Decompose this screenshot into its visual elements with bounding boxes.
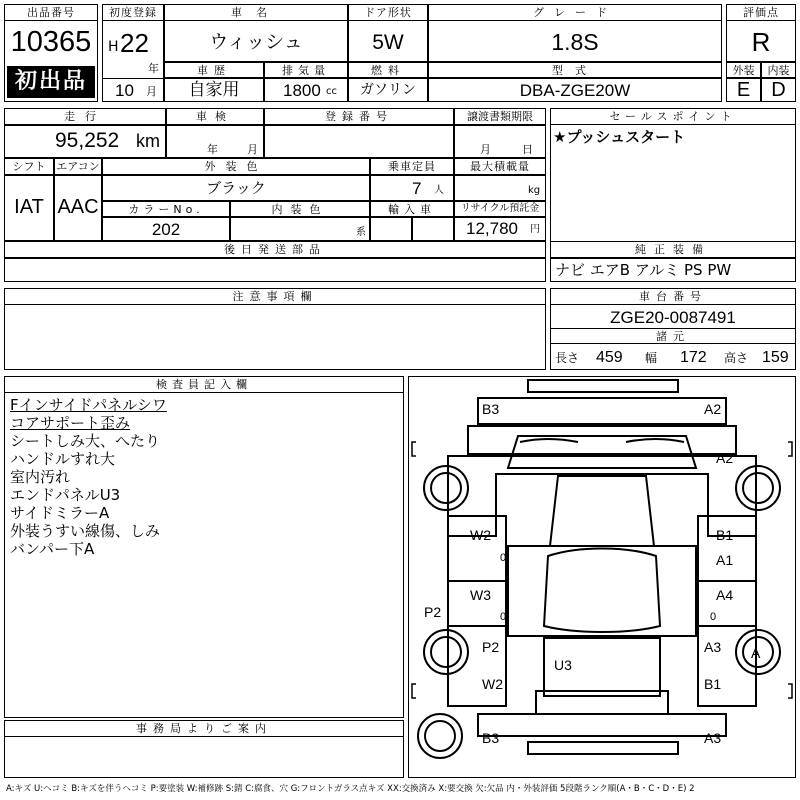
width: 172 [680,349,707,366]
parts-cell [4,258,546,282]
door-label: ドア形状 [348,4,428,21]
grade-label: グレード [428,4,722,21]
length-label: 長さ [555,351,580,365]
first-reg-label: 初度登録 [102,4,164,21]
damage-mark: 0 [710,611,717,623]
first-listing-badge: 初出品 [7,66,95,98]
import-label: 輸入車 [370,201,454,217]
damage-mark: B1 [716,527,734,543]
grade: 1.8S [551,28,599,55]
displacement-label: 排気量 [264,62,348,78]
chassis-number: ZGE20-0087491 [610,307,736,327]
transfer-month-unit: 月 [480,143,491,156]
mileage: 95,252 [55,129,120,152]
year-unit: 年 [148,62,159,75]
caution-label: 注意事項欄 [4,288,546,305]
damage-mark: U3 [554,657,572,673]
damage-mark: W2 [470,527,491,543]
note-line: バンパー下A [10,540,95,558]
damage-mark: B3 [482,401,500,417]
capacity: 7 [412,179,422,198]
capacity-unit: 人 [434,185,444,196]
damage-mark: A3 [704,639,722,655]
max-load-unit: kg [528,185,541,196]
office-label: 事務局よりご案内 [4,720,404,737]
lot-number: 10365 [10,25,92,58]
fuel: ガソリン [360,82,416,98]
history-label: 車歴 [164,62,264,78]
note-line: コアサポート歪み [10,414,131,432]
damage-mark: W2 [482,676,503,692]
reg-number-label: 登録番号 [264,108,454,125]
transfer-label: 譲渡書類期限 [454,108,546,125]
damage-mark: A [751,645,761,661]
height: 159 [762,349,789,366]
sales-point-label: セールスポイント [550,108,796,125]
first-reg-year: 22 [120,28,149,58]
damage-mark: A2 [716,450,734,466]
int-color-unit: 系 [356,227,366,238]
length: 459 [596,349,623,366]
note-line: エンドパネルU3 [10,486,121,504]
displacement-unit: cc [326,86,337,97]
height-label: 高さ [724,351,749,365]
damage-mark: 0 [500,552,507,564]
model: DBA-ZGE20W [519,80,631,100]
first-reg-month: 10 [115,81,134,100]
import-cell-b [412,217,454,241]
transfer-day-unit: 日 [522,143,533,156]
damage-mark: A1 [716,552,734,568]
car-name-label: 車名 [164,4,348,21]
footer-legend: A:キズ U:ヘコミ B:キズを伴うヘコミ P:要塗装 W:補修跡 S:錆 C:腐食、穴 G:フロントガラス点キズ XX:交換済み X:要交換 欠:欠品 内・外装評価 5段階ランク順(A・B・C・D・E) 2 [6,783,695,794]
fuel-label: 燃料 [348,62,428,78]
door-type: 5W [372,30,404,54]
capacity-label: 乗車定員 [370,158,454,175]
ext-color: ブラック [206,178,266,197]
history: 自家用 [188,79,240,100]
mileage-label: 走行 [4,108,166,125]
ext-color-label: 外装色 [102,158,370,175]
int-grade: D [771,79,786,101]
month-unit: 月 [146,85,157,98]
shift: IAT [14,196,44,218]
ext-grade-label: 外装 [726,62,761,78]
damage-mark: P2 [424,604,442,620]
damage-mark: B3 [482,730,500,746]
note-line: ハンドルすれ大 [10,450,116,468]
car-name: ウィッシュ [209,30,303,53]
car-outline-diagram [408,376,796,778]
damage-mark: A4 [716,587,734,603]
equipment-label: 純正装備 [550,241,796,258]
note-line: Fインサイドパネルシワ [10,396,167,414]
damage-mark: A3 [704,730,722,746]
sales-point: ★プッシュスタート [553,128,686,146]
max-load-label: 最大積載量 [454,158,546,175]
recycle-label: リサイクル預託金 [454,201,546,217]
damage-mark: W3 [470,587,491,603]
inspection-label: 車検 [166,108,264,125]
int-grade-label: 内装 [761,62,796,78]
int-color-label: 内装色 [230,201,370,217]
shift-label: シフト [4,158,54,175]
damage-mark: 0 [500,611,507,623]
inspection-year-unit: 年 [207,143,218,156]
score-label: 評価点 [726,4,796,21]
damage-mark: B1 [704,676,722,692]
lot-label: 出品番号 [4,4,98,21]
dims-label: 諸元 [550,328,796,344]
int-color-cell [230,217,370,241]
score: R [751,27,771,57]
mileage-unit: km [136,131,160,151]
parts-label: 後日発送部品 [4,241,546,258]
color-no-label: カラーNo. [102,201,230,217]
recycle-amount: 12,780 [466,219,518,238]
ext-grade: E [736,79,751,101]
inspector-label: 検査員記入欄 [4,376,404,393]
color-no: 202 [151,219,181,239]
recycle-unit: 円 [530,224,540,235]
displacement: 1800 [283,81,321,100]
chassis-label: 車台番号 [550,288,796,305]
inspection-month-unit: 月 [247,143,258,156]
import-cell-a [370,217,412,241]
note-line: 外装うすい線傷、しみ [10,522,161,540]
ac-label: エアコン [54,158,102,175]
inspector-notes [10,396,400,558]
equipment: ナビ エアB アルミ PS PW [555,260,732,279]
reg-number-cell [264,125,454,158]
model-label: 型式 [428,62,722,78]
note-line: サイドミラーA [10,504,110,522]
width-label: 幅 [645,351,658,365]
damage-mark: P2 [482,639,500,655]
note-line: シートしみ大、へたり [10,432,161,450]
damage-mark: A2 [704,401,722,417]
ac: AAC [57,196,99,218]
era: H [108,39,119,55]
note-line: 室内汚れ [10,468,71,486]
